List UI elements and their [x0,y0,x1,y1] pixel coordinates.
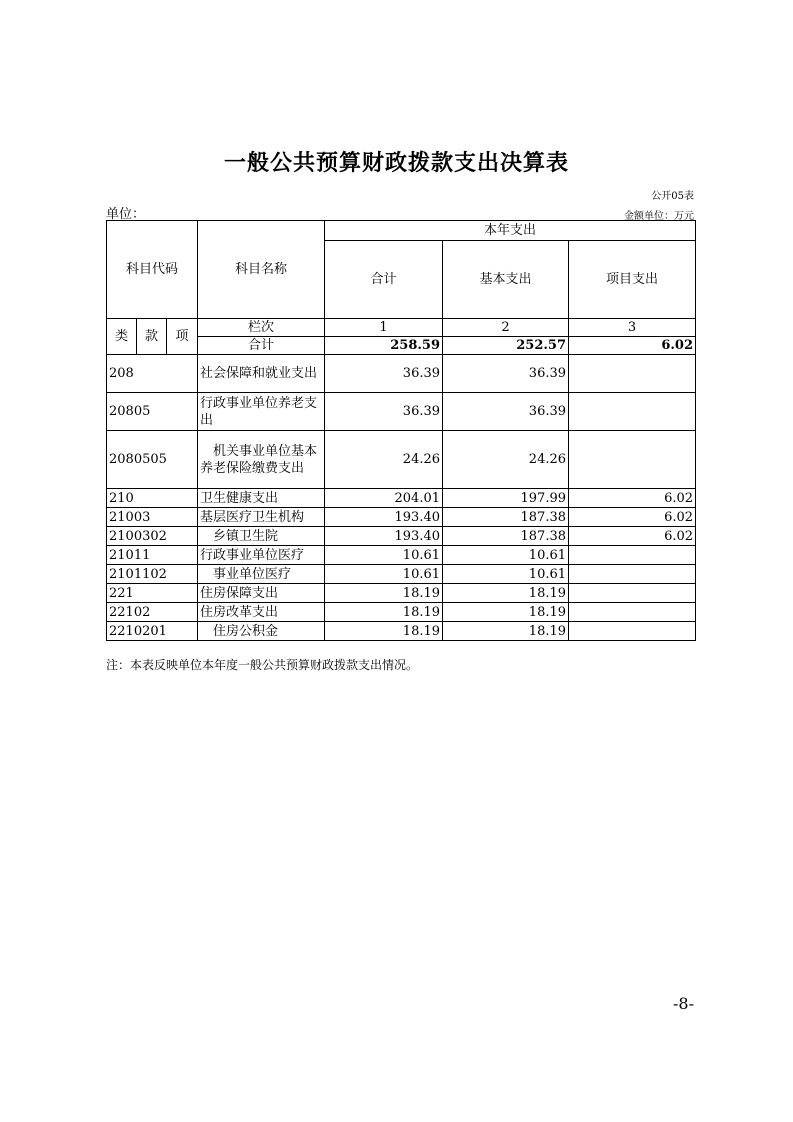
row-code: 22102 [107,603,198,622]
expenditure-table [106,220,696,641]
row-name: 行政事业单位养老支出 [198,393,325,431]
row-code: 2101102 [107,565,198,584]
header-xiang: 项 [167,319,198,355]
row-total: 193.40 [325,527,443,546]
row-basic: 24.26 [443,431,569,489]
total-label: 合计 [198,337,325,355]
row-project [569,565,696,584]
row-project [569,431,696,489]
row-code: 21011 [107,546,198,565]
header-current-year: 本年支出 [325,221,696,241]
row-name: 事业单位医疗 [198,565,325,584]
row-basic: 10.61 [443,565,569,584]
table-row [107,546,696,565]
row-project [569,393,696,431]
row-project: 6.02 [569,489,696,508]
row-total: 18.19 [325,603,443,622]
row-basic: 36.39 [443,393,569,431]
row-project [569,355,696,393]
row-code: 2100302 [107,527,198,546]
row-name: 行政事业单位医疗 [198,546,325,565]
row-basic: 187.38 [443,527,569,546]
row-code: 2080505 [107,431,198,489]
col-index-1: 1 [325,319,443,337]
row-code: 208 [107,355,198,393]
row-name: 住房保障支出 [198,584,325,603]
row-basic: 197.99 [443,489,569,508]
header-kuan: 款 [137,319,167,355]
row-project: 6.02 [569,508,696,527]
row-total: 36.39 [325,393,443,431]
row-total: 10.61 [325,565,443,584]
row-code: 210 [107,489,198,508]
table-row [107,489,696,508]
row-code: 21003 [107,508,198,527]
header-name: 科目名称 [198,221,325,319]
header-row-1 [107,221,696,241]
row-total: 204.01 [325,489,443,508]
row-name: 乡镇卫生院 [198,527,325,546]
page-number: -8- [673,994,694,1013]
col-index-row [107,319,696,337]
row-total: 193.40 [325,508,443,527]
table-row [107,565,696,584]
col-index-3: 3 [569,319,696,337]
unit-label: 单位： [106,207,146,222]
header-code: 科目代码 [107,221,198,319]
form-number: 公开05表 [651,191,694,202]
total-total: 258.59 [325,337,443,355]
table-row [107,622,696,641]
row-basic: 18.19 [443,603,569,622]
col-index-2: 2 [443,319,569,337]
row-code: 2210201 [107,622,198,641]
total-project: 6.02 [569,337,696,355]
row-total: 10.61 [325,546,443,565]
header-lei: 类 [107,319,137,355]
row-name: 卫生健康支出 [198,489,325,508]
row-name: 住房公积金 [198,622,325,641]
row-basic: 187.38 [443,508,569,527]
table-row [107,393,696,431]
row-project [569,603,696,622]
row-basic: 18.19 [443,584,569,603]
row-basic: 10.61 [443,546,569,565]
row-basic: 36.39 [443,355,569,393]
table-row [107,508,696,527]
header-project: 项目支出 [569,241,696,319]
row-total: 36.39 [325,355,443,393]
header-basic: 基本支出 [443,241,569,319]
row-name: 机关事业单位基本养老保险缴费支出 [198,431,325,489]
table-row [107,603,696,622]
header-col-index: 栏次 [198,319,325,337]
row-project [569,584,696,603]
row-name: 社会保障和就业支出 [198,355,325,393]
row-code: 20805 [107,393,198,431]
row-project [569,622,696,641]
footnote: 注：本表反映单位本年度一般公共预算财政拨款支出情况。 [106,658,419,672]
row-project: 6.02 [569,527,696,546]
table-row [107,431,696,489]
row-total: 24.26 [325,431,443,489]
row-name: 基层医疗卫生机构 [198,508,325,527]
row-name: 住房改革支出 [198,603,325,622]
header-total: 合计 [325,241,443,319]
total-basic: 252.57 [443,337,569,355]
row-total: 18.19 [325,584,443,603]
row-basic: 18.19 [443,622,569,641]
table-row [107,584,696,603]
row-code: 221 [107,584,198,603]
amount-unit: 金额单位：万元 [624,211,694,222]
table-row [107,527,696,546]
row-total: 18.19 [325,622,443,641]
table-row [107,355,696,393]
row-project [569,546,696,565]
page-title: 一般公共预算财政拨款支出决算表 [223,151,569,176]
